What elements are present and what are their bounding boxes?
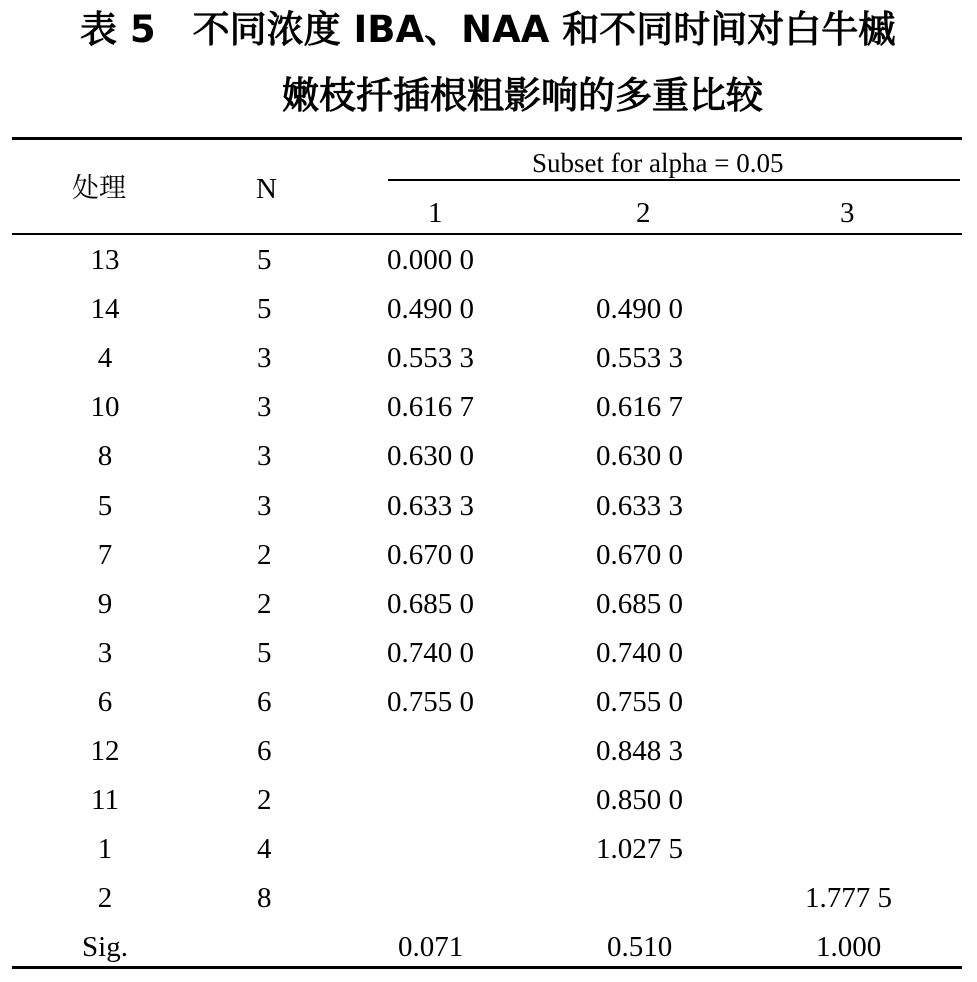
cell-treatment: 10 <box>90 391 120 424</box>
bottom-rule <box>12 966 962 969</box>
cell-n: 2 <box>257 587 272 620</box>
cell-subset-1: 0.685 0 <box>387 587 474 620</box>
cell-subset-1: 0.616 7 <box>387 391 474 424</box>
header-n: N <box>256 173 277 205</box>
cell-n: 6 <box>257 685 272 718</box>
cell-subset-1: 0.000 0 <box>387 244 474 276</box>
table-title-line-1: 表 5 不同浓度 IBA、NAA 和不同时间对白牛槭 <box>80 8 896 51</box>
header-subset-1: 1 <box>428 197 443 229</box>
sig-subset-1: 0.071 <box>398 931 464 964</box>
header-treatment: 处理 <box>72 173 126 204</box>
cell-subset-2: 0.630 0 <box>596 440 683 473</box>
cell-subset-1: 0.740 0 <box>387 636 474 669</box>
cell-subset-1: 0.490 0 <box>387 293 474 326</box>
cell-subset-2: 0.755 0 <box>596 685 683 718</box>
sig-subset-3: 1.000 <box>816 931 882 964</box>
sig-label: Sig. <box>82 931 128 964</box>
cell-subset-2: 0.616 7 <box>596 391 683 424</box>
cell-subset-2: 0.848 3 <box>596 735 683 767</box>
cell-treatment: 6 <box>97 685 113 718</box>
cell-subset-2: 0.685 0 <box>596 587 683 620</box>
cell-subset-2: 0.850 0 <box>596 784 683 817</box>
cell-treatment: 3 <box>97 636 113 669</box>
table-title-line-2: 嫩枝扦插根粗影响的多重比较 <box>282 74 763 117</box>
header-subset-3: 3 <box>840 197 855 229</box>
cell-subset-1: 0.553 3 <box>387 342 474 375</box>
cell-treatment: 12 <box>90 735 120 767</box>
cell-n: 3 <box>257 440 272 473</box>
cell-treatment: 8 <box>97 440 113 473</box>
cell-n: 8 <box>257 882 272 915</box>
cell-subset-2: 1.027 5 <box>596 833 683 866</box>
cell-n: 3 <box>257 489 272 522</box>
cell-treatment: 14 <box>90 293 120 326</box>
top-rule <box>12 137 962 140</box>
header-rule <box>12 233 962 235</box>
cell-treatment: 7 <box>97 538 113 571</box>
cell-subset-2: 0.553 3 <box>596 342 683 375</box>
cell-treatment: 9 <box>97 587 113 620</box>
cell-treatment: 13 <box>90 244 120 276</box>
cell-treatment: 2 <box>97 882 113 915</box>
cell-subset-1: 0.630 0 <box>387 440 474 473</box>
cell-treatment: 5 <box>97 489 113 522</box>
cell-n: 2 <box>257 784 272 817</box>
sig-subset-2: 0.510 <box>607 931 673 964</box>
cell-n: 5 <box>257 244 272 276</box>
cell-subset-1: 0.670 0 <box>387 538 474 571</box>
cell-n: 5 <box>257 636 272 669</box>
cell-treatment: 1 <box>97 833 113 866</box>
cell-n: 2 <box>257 538 272 571</box>
cell-subset-3: 1.777 5 <box>805 882 892 915</box>
cell-treatment: 11 <box>91 784 119 817</box>
header-subset: Subset for alpha = 0.05 <box>532 148 784 178</box>
header-subset-2: 2 <box>636 197 651 229</box>
cell-subset-2: 0.670 0 <box>596 538 683 571</box>
cell-subset-2: 0.633 3 <box>596 489 683 522</box>
cell-subset-1: 0.755 0 <box>387 685 474 718</box>
cell-treatment: 4 <box>97 342 113 375</box>
cell-subset-2: 0.490 0 <box>596 293 683 326</box>
cell-n: 6 <box>257 735 272 767</box>
cell-n: 3 <box>257 342 272 375</box>
cell-subset-1: 0.633 3 <box>387 489 474 522</box>
cell-n: 5 <box>257 293 272 326</box>
cell-n: 4 <box>257 833 272 866</box>
cell-subset-2: 0.740 0 <box>596 636 683 669</box>
cell-n: 3 <box>257 391 272 424</box>
